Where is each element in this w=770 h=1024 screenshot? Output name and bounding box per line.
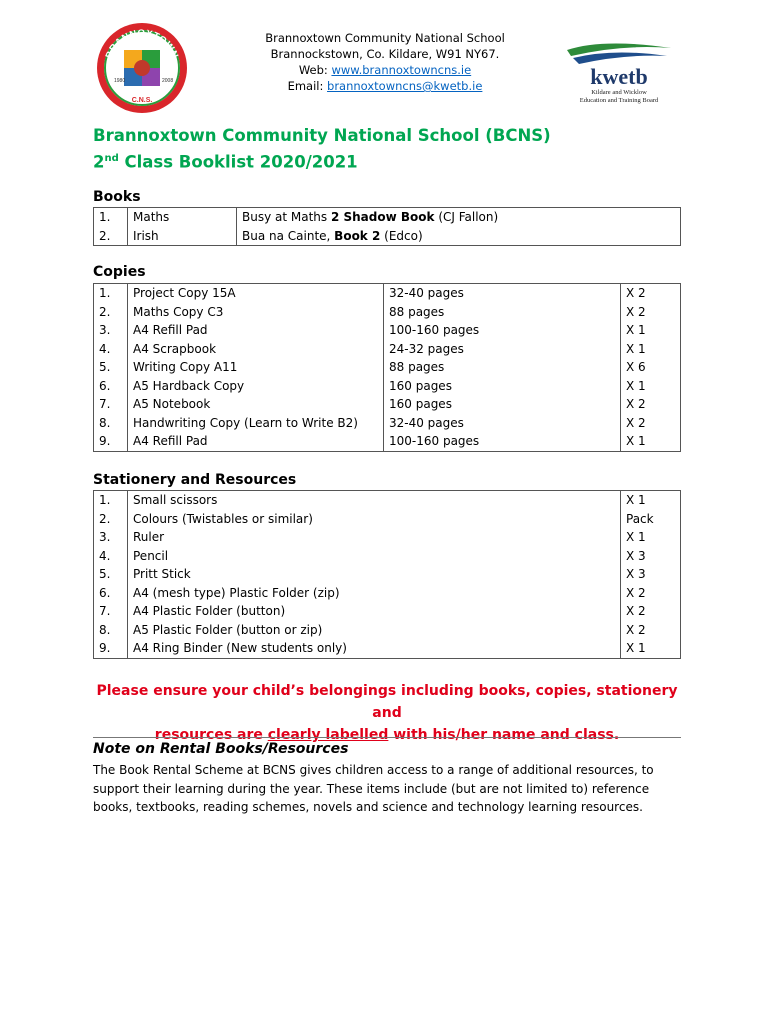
logo-year-left: 1980 xyxy=(114,78,126,84)
table-row xyxy=(94,491,681,510)
row-number: 4. xyxy=(94,547,128,566)
copies-table xyxy=(93,283,681,452)
copy-pages: 160 pages xyxy=(384,395,621,414)
copy-pages: 160 pages xyxy=(384,377,621,396)
copy-pages: 32-40 pages xyxy=(384,414,621,433)
copy-quantity: X 2 xyxy=(626,286,646,301)
kwetb-logo xyxy=(563,40,675,104)
school-address: Brannockstown, Co. Kildare, W91 NY67. xyxy=(270,47,500,61)
notice-post: with his/her name and class. xyxy=(388,727,620,743)
copy-quantity: X 1 xyxy=(626,434,646,449)
row-number: 5. xyxy=(94,358,128,377)
stationery-quantity: X 2 xyxy=(626,604,646,619)
stationery-item: A4 (mesh type) Plastic Folder (zip) xyxy=(128,584,621,603)
copy-item: A4 Refill Pad xyxy=(128,432,384,451)
copy-quantity: X 6 xyxy=(626,360,646,375)
subtitle-class-number: 2 xyxy=(93,152,105,172)
email-link[interactable]: brannoxtowncns@kwetb.ie xyxy=(327,79,483,93)
kwetb-tagline-2: Education and Training Board xyxy=(579,97,659,104)
row-number: 1. xyxy=(94,284,128,303)
subtitle-ordinal: nd xyxy=(104,153,119,164)
section-divider xyxy=(93,737,681,738)
table-row xyxy=(94,639,681,658)
stationery-item: Colours (Twistables or similar) xyxy=(128,510,621,529)
table-row xyxy=(94,358,681,377)
stationery-heading: Stationery and Resources xyxy=(93,472,297,488)
stationery-table xyxy=(93,490,681,659)
books-heading: Books xyxy=(93,189,141,205)
copy-item: Handwriting Copy (Learn to Write B2) xyxy=(128,414,384,433)
table-row xyxy=(94,547,681,566)
copy-item: A4 Refill Pad xyxy=(128,321,384,340)
web-link[interactable]: www.brannoxtowncns.ie xyxy=(331,63,472,77)
notice-line-1: Please ensure your child’s belongings including books, copies, stationery and xyxy=(96,683,678,721)
copy-item: Project Copy 15A xyxy=(128,284,384,303)
copies-heading: Copies xyxy=(93,264,146,280)
copy-item: A5 Hardback Copy xyxy=(128,377,384,396)
row-number: 8. xyxy=(94,414,128,433)
stationery-quantity: Pack xyxy=(626,511,654,526)
table-row xyxy=(94,510,681,529)
notice-underlined: clearly labelled xyxy=(267,727,389,743)
web-label: Web: xyxy=(298,63,332,77)
book-publisher: (CJ Fallon) xyxy=(434,210,499,225)
book-publisher: (Edco) xyxy=(380,228,423,243)
copy-pages: 100-160 pages xyxy=(384,321,621,340)
book-title-pre: Bua na Cainte, xyxy=(242,228,335,243)
table-row xyxy=(94,321,681,340)
row-number: 1. xyxy=(94,491,128,510)
stationery-quantity: X 1 xyxy=(626,641,646,656)
subtitle-text: Class Booklist 2020/2021 xyxy=(118,152,358,172)
row-number: 4. xyxy=(94,340,128,359)
stationery-item: Ruler xyxy=(128,528,621,547)
copy-pages: 88 pages xyxy=(384,358,621,377)
table-row xyxy=(94,377,681,396)
row-number: 7. xyxy=(94,395,128,414)
stationery-quantity: X 2 xyxy=(626,585,646,600)
logo-text-top: BRANNOXTOWN xyxy=(103,27,181,61)
copy-quantity: X 1 xyxy=(626,378,646,393)
stationery-quantity: X 1 xyxy=(626,493,646,508)
copy-pages: 100-160 pages xyxy=(384,432,621,451)
books-table xyxy=(93,207,681,246)
copy-item: Writing Copy A11 xyxy=(128,358,384,377)
email-label: Email: xyxy=(287,79,328,93)
copy-quantity: X 2 xyxy=(626,415,646,430)
table-row xyxy=(94,303,681,322)
row-number: 2. xyxy=(94,510,128,529)
table-row xyxy=(94,340,681,359)
row-number: 2. xyxy=(94,227,128,246)
row-number: 9. xyxy=(94,639,128,658)
row-number: 3. xyxy=(94,528,128,547)
row-number: 6. xyxy=(94,584,128,603)
stationery-item: Pencil xyxy=(128,547,621,566)
school-name: Brannoxtown Community National School xyxy=(265,31,505,45)
logo-text-bottom: C.N.S. xyxy=(131,97,153,104)
note-body: The Book Rental Scheme at BCNS gives children access to a range of additional resources, to support their learning during the year. These items include (but are not limited to) reference books, textbooks, reading schemes, novels and science and technology learning resources. xyxy=(93,763,654,814)
book-title-bold: 2 Shadow Book xyxy=(330,210,435,225)
table-row xyxy=(94,414,681,433)
table-row xyxy=(94,395,681,414)
logo-quadrants xyxy=(124,50,160,86)
stationery-item: Pritt Stick xyxy=(128,565,621,584)
school-logo xyxy=(96,22,188,114)
stationery-item: A4 Ring Binder (New students only) xyxy=(128,639,621,658)
copy-item: Maths Copy C3 xyxy=(128,303,384,322)
document-title: Brannoxtown Community National School (BCNS) xyxy=(93,126,551,145)
stationery-item: A4 Plastic Folder (button) xyxy=(128,602,621,621)
document-subtitle xyxy=(93,148,358,174)
row-number: 1. xyxy=(94,208,128,227)
note-heading: Note on Rental Books/Resources xyxy=(93,741,349,757)
row-number: 8. xyxy=(94,621,128,640)
copy-pages: 32-40 pages xyxy=(384,284,621,303)
row-number: 2. xyxy=(94,303,128,322)
stationery-item: A5 Plastic Folder (button or zip) xyxy=(128,621,621,640)
row-number: 6. xyxy=(94,377,128,396)
copy-item: A5 Notebook xyxy=(128,395,384,414)
stationery-quantity: X 2 xyxy=(626,622,646,637)
copy-quantity: X 1 xyxy=(626,341,646,356)
stationery-quantity: X 3 xyxy=(626,567,646,582)
book-subject: Maths xyxy=(128,208,237,227)
copy-item: A4 Scrapbook xyxy=(128,340,384,359)
logo-year-right: 2008 xyxy=(162,78,174,84)
copy-pages: 24-32 pages xyxy=(384,340,621,359)
table-row xyxy=(94,432,681,451)
book-title-bold: Book 2 xyxy=(334,228,381,243)
book-title xyxy=(237,208,681,227)
row-number: 9. xyxy=(94,432,128,451)
book-subject: Irish xyxy=(128,227,237,246)
table-row xyxy=(94,602,681,621)
copy-quantity: X 2 xyxy=(626,304,646,319)
stationery-quantity: X 1 xyxy=(626,530,646,545)
row-number: 5. xyxy=(94,565,128,584)
notice-pre: resources are xyxy=(154,727,268,743)
table-row xyxy=(94,528,681,547)
table-row xyxy=(94,584,681,603)
copy-quantity: X 1 xyxy=(626,323,646,338)
kwetb-brand: kwetb xyxy=(590,64,648,89)
row-number: 3. xyxy=(94,321,128,340)
copy-pages: 88 pages xyxy=(384,303,621,322)
book-title-pre: Busy at Maths xyxy=(242,210,331,225)
table-row xyxy=(94,284,681,303)
kwetb-swoosh-blue xyxy=(573,52,667,64)
table-row xyxy=(94,208,681,227)
book-title xyxy=(237,227,681,246)
table-row xyxy=(94,227,681,246)
row-number: 7. xyxy=(94,602,128,621)
copy-quantity: X 2 xyxy=(626,397,646,412)
stationery-item: Small scissors xyxy=(128,491,621,510)
stationery-quantity: X 3 xyxy=(626,548,646,563)
table-row xyxy=(94,565,681,584)
kwetb-tagline-1: Kildare and Wicklow xyxy=(591,89,647,96)
table-row xyxy=(94,621,681,640)
